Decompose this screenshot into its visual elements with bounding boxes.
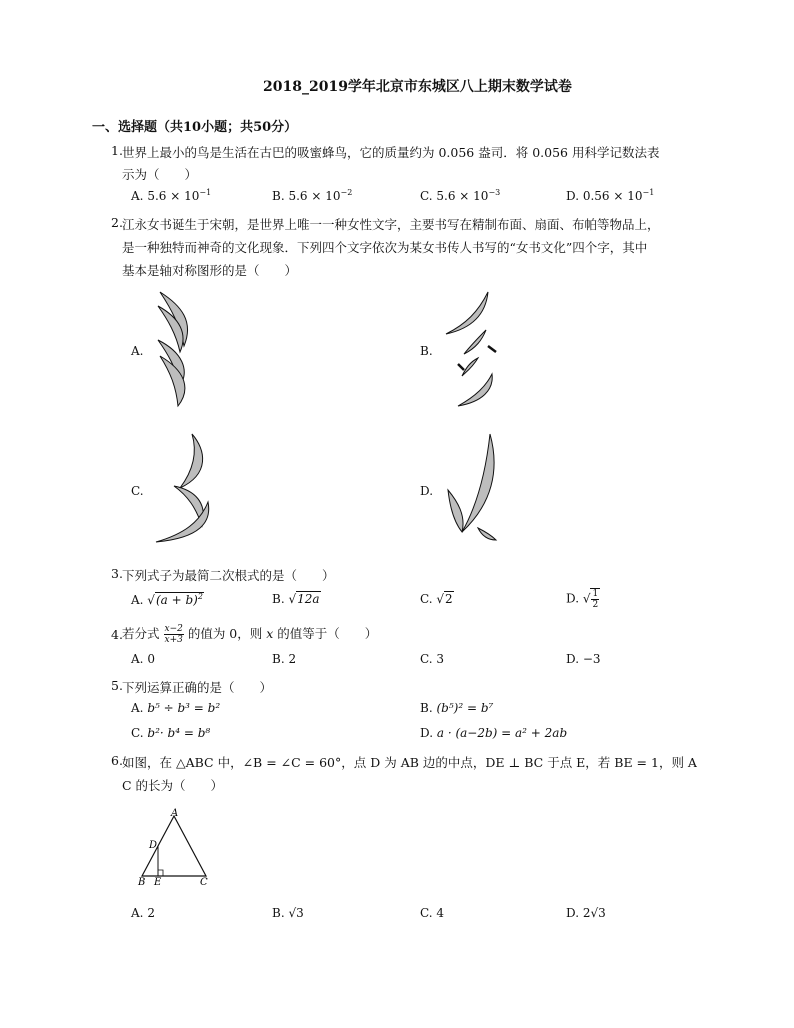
q1-option-c[interactable]: C. $5.6 \times 10^{-3}$ [420,188,501,203]
label-d: D [149,840,158,851]
q1-option-a[interactable]: A. $5.6 \times 10^{-1}$ [131,188,212,203]
q2-option-c-label[interactable]: C. [131,484,144,498]
q6-text-line2: C 的长为（ ） [122,778,224,793]
q4-option-a[interactable]: A. 0 [131,652,155,666]
q6-option-c[interactable]: C. 4 [420,906,445,920]
q3-text: 下列式子为最简二次根式的是（ ） [122,568,335,583]
q5-option-c[interactable]: C. b²· b⁴ = b⁸ [131,726,211,740]
q1-number: 1. [111,143,123,158]
q2-text-line3: 基本是轴对称图形的是（ ） [122,263,298,278]
q1-option-b[interactable]: B. $5.6 \times 10^{-2}$ [272,188,353,203]
q5-text: 下列运算正确的是（ ） [122,680,273,695]
q2-text-line1: 江永女书诞生于宋朝，是世界上唯一一种女性文字，主要书写在精制布面、扇面、布帕等物品上， [122,217,660,232]
label-e: E [154,877,162,888]
q1-text-line2: 示为（ ） [122,167,198,182]
q6-option-b[interactable]: B. √3 [272,906,304,920]
q2-option-d-label[interactable]: D. [420,484,434,498]
q2-glyph-c-image [150,430,220,546]
q6-option-a[interactable]: A. 2 [131,906,155,920]
q6-triangle-figure [132,808,216,888]
q6-option-d[interactable]: D. 2√3 [566,906,606,920]
label-c: C [200,877,208,888]
q2-glyph-a-image [150,290,200,408]
doc-title: 2018_2019学年北京市东城区八上期末数学试卷 [263,79,572,95]
q2-option-a-label[interactable]: A. [131,344,144,358]
q3-option-b[interactable]: B. √12a [272,592,320,606]
q5-option-a[interactable]: A. b⁵ ÷ b³ = b² [131,701,221,715]
q6-number: 6. [111,753,123,768]
q5-option-b[interactable]: B. (b⁵)² = b⁷ [420,701,494,715]
section-heading: 一、选择题（共10小题；共50分） [92,120,298,135]
q2-glyph-d-image [442,430,502,546]
q1-text-line1: 世界上最小的鸟是生活在古巴的吸蜜蜂鸟，它的质量约为 0.056 盎司．将 0.056 用科学记数法表 [122,145,660,160]
q4-number: 4. [111,627,123,642]
q2-option-b-label[interactable]: B. [420,344,433,358]
q3-option-a[interactable]: A. $√(a + b)^2$ [131,592,203,607]
q2-number: 2. [111,215,123,230]
q4-option-d[interactable]: D. −3 [566,652,601,666]
q4-option-b[interactable]: B. 2 [272,652,297,666]
q1-option-d[interactable]: D. $0.56 \times 10^{-1}$ [566,188,655,203]
q3-number: 3. [111,566,123,581]
q6-text-line1: 如图，在 △ABC 中，∠B = ∠C = 60°，点 D 为 AB 边的中点，DE ⊥ BC 于点 E，若 BE = 1，则 A [122,755,697,770]
label-a: A [171,808,179,819]
q5-option-d[interactable]: D. a · (a−2b) = a² + 2ab [420,726,568,740]
q3-option-c[interactable]: C. √2 [420,592,453,606]
q2-text-line2: 是一种独特而神奇的文化现象．下列四个文字依次为某女书传人书写的“女书文化”四个字，其中 [122,240,648,255]
q4-option-c[interactable]: C. 3 [420,652,445,666]
q3-option-d[interactable]: D. √ $\frac{1}{2}$ [566,589,599,610]
q4-text: 若分式 $\frac{x-2}{x+3}$ 的值为 0，则 x 的值等于（ ） [122,624,378,645]
q2-glyph-b-image [442,290,500,408]
q5-number: 5. [111,678,123,693]
label-b: B [138,877,146,888]
